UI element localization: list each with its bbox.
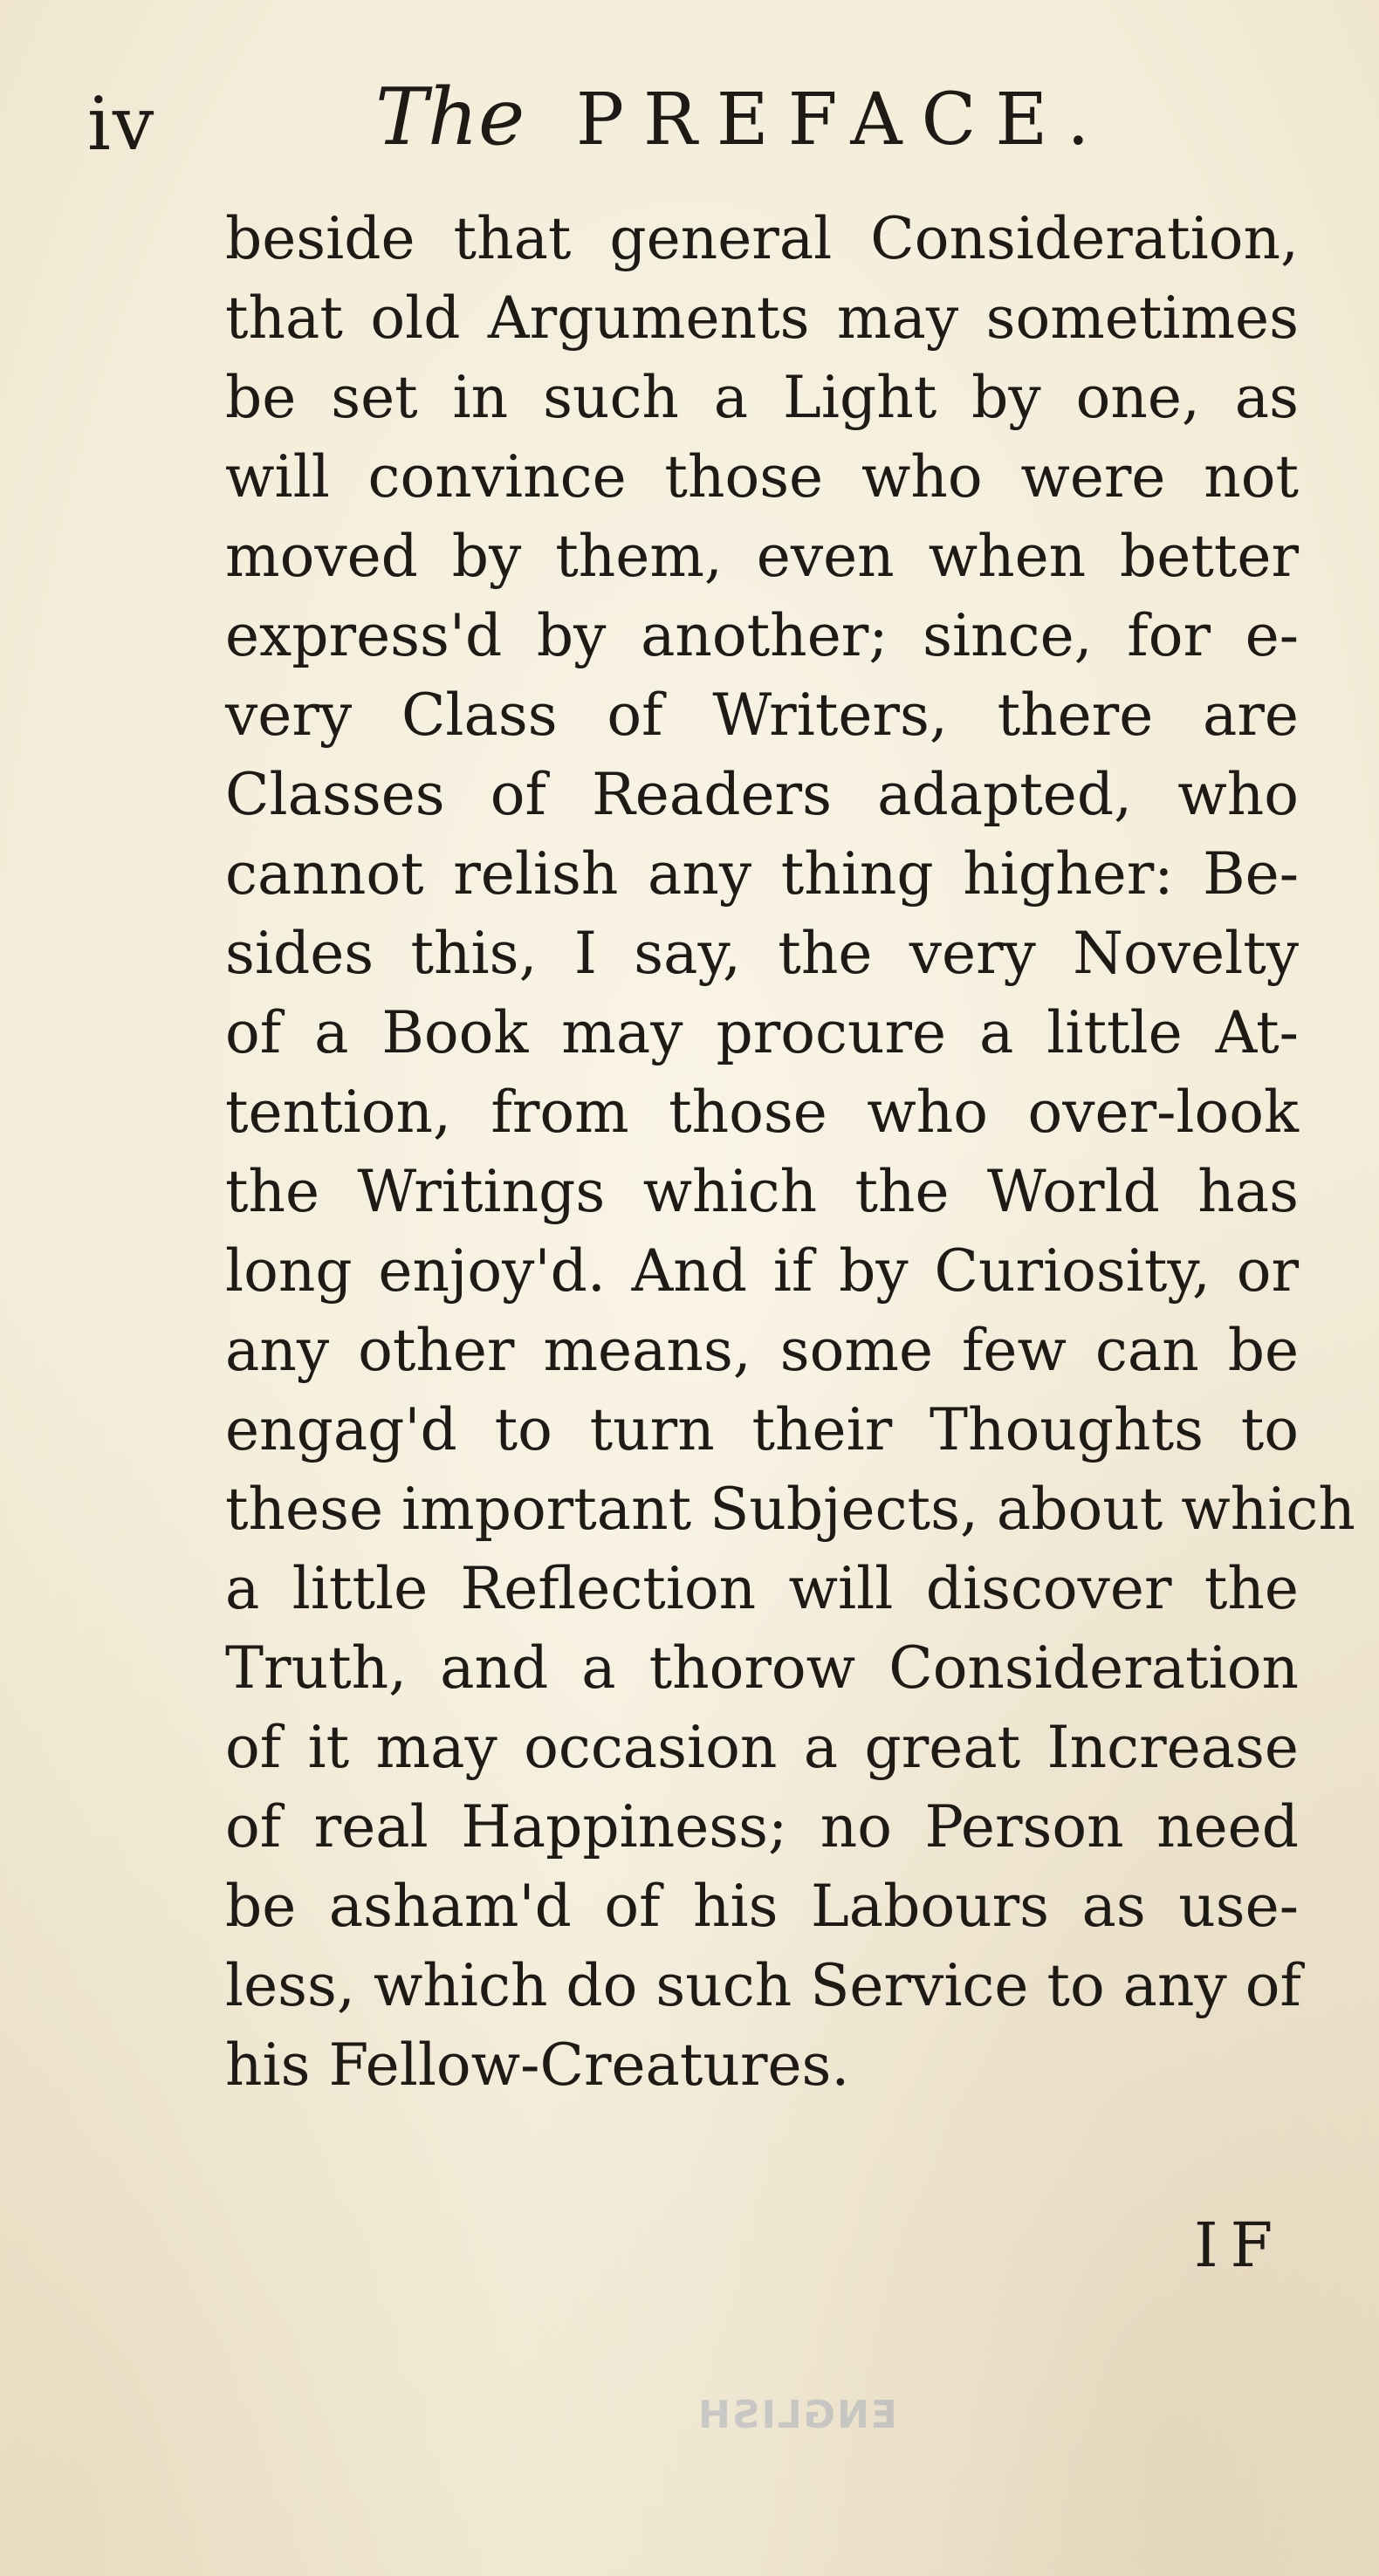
text-line-11: of a Book may procure a little At-: [225, 999, 1299, 1066]
text-line-15: any other means, some few can be: [225, 1317, 1299, 1384]
text-line-20: of it may occasion a great Increase: [225, 1714, 1299, 1781]
text-line-14: long enjoy'd. And if by Curiosity, or: [225, 1237, 1299, 1305]
page-number: iv: [87, 81, 156, 167]
text-line-24: his Fellow-Creatures.: [225, 2031, 850, 2099]
text-line-3: be set in such a Light by one, as: [225, 364, 1299, 431]
text-line-16: engag'd to turn their Thoughts to: [225, 1396, 1299, 1463]
text-line-19: Truth, and a thorow Consideration: [225, 1634, 1299, 1702]
text-line-18: a little Reflection will discover the: [225, 1555, 1299, 1622]
text-line-2: that old Arguments may sometimes: [225, 284, 1299, 352]
text-line-23: less, which do such Service to any of: [225, 1952, 1301, 2019]
library-stamp: ENGLISH: [696, 2393, 897, 2437]
text-line-12: tention, from those who over-look: [225, 1079, 1299, 1146]
text-line-5: moved by them, even when better: [225, 523, 1299, 590]
text-line-4: will convince those who were not: [225, 443, 1299, 510]
running-head-preface: PREFACE.: [575, 79, 1109, 161]
text-line-10: sides this, I say, the very Novelty: [225, 920, 1299, 987]
text-line-21: of real Happiness; no Person need: [225, 1793, 1299, 1860]
text-line-8: Classes of Readers adapted, who: [225, 761, 1299, 828]
text-line-1: beside that general Consideration,: [225, 205, 1299, 272]
body-text: [225, 199, 1355, 2105]
text-line-22: be asham'd of his Labours as use-: [225, 1873, 1299, 1940]
text-line-7: very Class of Writers, there are: [225, 682, 1299, 749]
text-line-13: the Writings which the World has: [225, 1158, 1299, 1225]
text-line-9: cannot relish any thing higher: Be-: [225, 840, 1299, 908]
text-line-6: express'd by another; since, for e-: [225, 602, 1299, 669]
catchword: IF: [1194, 2209, 1286, 2281]
running-head-the: The: [375, 72, 525, 163]
text-line-17: these important Subjects, about which: [225, 1476, 1355, 1543]
running-head: [375, 72, 1109, 163]
